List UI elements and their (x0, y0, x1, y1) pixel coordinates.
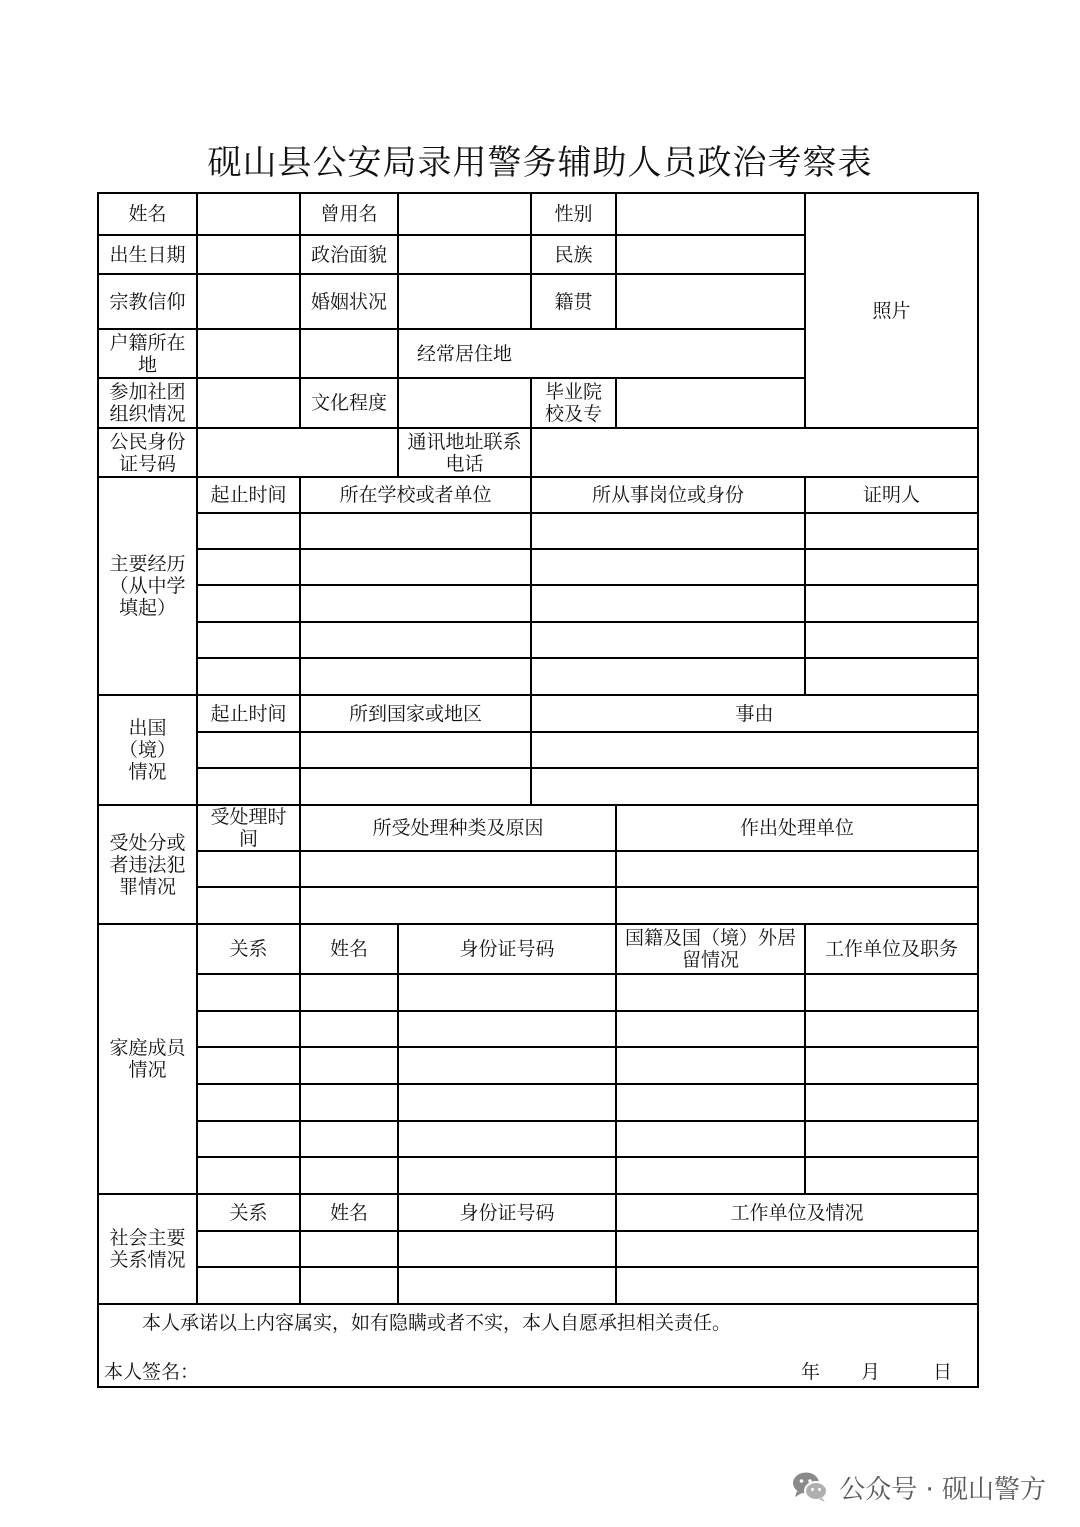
label-education-level: 文化程度 (310, 392, 387, 414)
label-household-registration: 户籍所在地 (109, 331, 186, 376)
abroad-header-destination: 所到国家或地区 (348, 702, 482, 725)
label-graduate-school: 毕业院校及专 (544, 381, 602, 425)
experience-header-position: 所从事岗位或身份 (591, 484, 744, 506)
field-contact[interactable] (531, 428, 978, 477)
experience-header-period: 起止时间 (210, 484, 287, 506)
field-marital-status[interactable] (398, 274, 531, 329)
social-header-work: 工作单位及情况 (730, 1201, 864, 1224)
label-social: 社会主要关系情况 (109, 1227, 186, 1271)
label-experience: 主要经历（从中学填起） (109, 553, 186, 619)
abroad-header-reason: 事由 (735, 702, 774, 725)
social-header-id: 身份证号码 (459, 1201, 555, 1224)
watermark-text: 公众号 · 砚山警方 (839, 1474, 1046, 1505)
experience-header-school: 所在学校或者单位 (339, 484, 492, 506)
label-former-name: 曾用名 (320, 203, 378, 225)
social-header-name: 姓名 (329, 1201, 368, 1224)
experience-header-witness: 证明人 (862, 484, 920, 506)
label-contact: 通讯地址联系电话 (407, 430, 522, 475)
field-birth-date[interactable] (197, 235, 300, 274)
date-day-label: 日 (933, 1361, 953, 1383)
photo-label: 照片 (872, 299, 911, 322)
field-religion[interactable] (197, 274, 300, 329)
label-family: 家庭成员情况 (109, 1037, 186, 1081)
social-header-relation: 关系 (229, 1201, 268, 1224)
field-name[interactable] (197, 193, 300, 235)
field-social-groups[interactable] (197, 378, 300, 428)
wechat-icon (791, 1470, 829, 1504)
field-former-name[interactable] (398, 193, 531, 235)
date-year-label: 年 (801, 1361, 821, 1383)
penalty-header-type: 所受处理种类及原因 (372, 817, 544, 839)
photo-box[interactable] (805, 193, 978, 428)
label-name: 姓名 (128, 203, 167, 225)
family-header-name: 姓名 (329, 938, 368, 960)
field-household-registration[interactable] (197, 329, 300, 378)
family-header-relation: 关系 (229, 938, 268, 960)
label-residence: 经常居住地 (416, 342, 512, 365)
label-ethnicity: 民族 (554, 243, 593, 266)
watermark (791, 1465, 1046, 1509)
field-native-place[interactable] (616, 274, 805, 329)
form-title: 砚山县公安局录用警务辅助人员政治考察表 (207, 143, 873, 183)
declaration-text: 本人承诺以上内容属实，如有隐瞒或者不实，本人自愿承担相关责任。 (142, 1312, 732, 1334)
family-header-residence-abroad: 国籍及国（境）外居留情况 (624, 927, 796, 971)
label-abroad: 出国（境）情况 (118, 717, 176, 783)
label-birth-date: 出生日期 (109, 243, 186, 266)
date-month-label: 月 (861, 1361, 881, 1383)
label-political-status: 政治面貌 (310, 243, 387, 266)
signature-field[interactable] (194, 1358, 574, 1384)
family-header-work: 工作单位及职务 (824, 938, 958, 960)
penalty-header-unit: 作出处理单位 (739, 817, 854, 839)
label-religion: 宗教信仰 (109, 290, 186, 313)
field-id-number[interactable] (197, 428, 398, 477)
penalty-header-time: 受处理时间 (210, 806, 287, 850)
field-education-level[interactable] (398, 378, 531, 428)
label-social-groups: 参加社团组织情况 (109, 381, 186, 425)
signature-label: 本人签名： (104, 1361, 200, 1383)
field-ethnicity[interactable] (616, 235, 805, 274)
field-gender[interactable] (616, 193, 805, 235)
label-gender: 性别 (554, 203, 593, 225)
label-penalty: 受处分或者违法犯罪情况 (109, 831, 186, 898)
family-header-id: 身份证号码 (459, 938, 555, 960)
label-native-place: 籍贯 (554, 290, 593, 313)
field-residence[interactable] (531, 329, 805, 378)
field-household-registration-detail[interactable] (300, 329, 398, 378)
label-marital-status: 婚姻状况 (310, 290, 387, 313)
label-id-number: 公民身份证号码 (109, 430, 186, 475)
field-graduate-school[interactable] (616, 378, 805, 428)
abroad-header-period: 起止时间 (210, 702, 287, 725)
field-political-status[interactable] (398, 235, 531, 274)
